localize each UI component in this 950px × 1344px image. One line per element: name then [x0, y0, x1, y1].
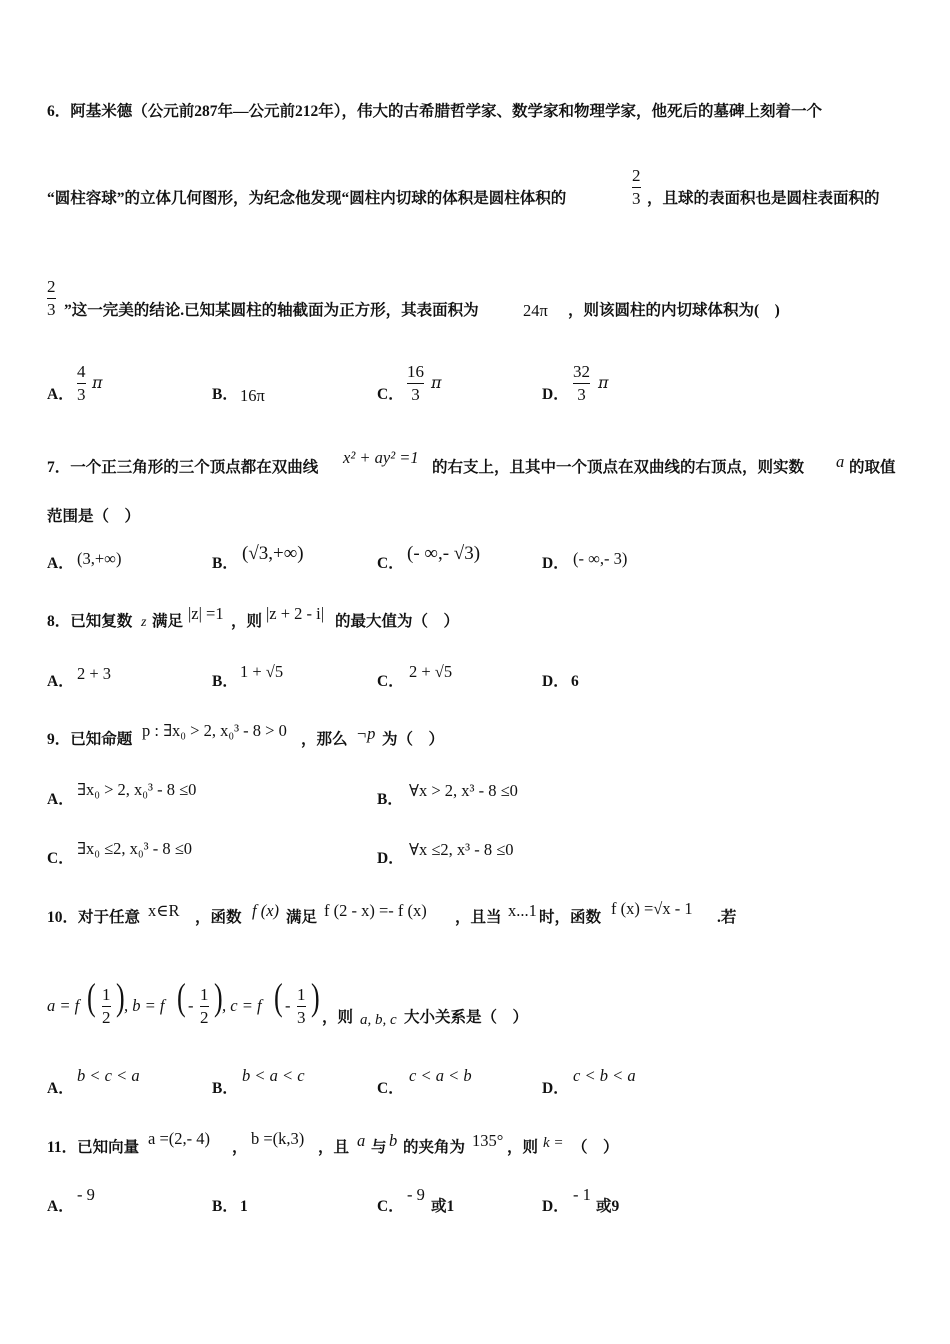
q11-option-a-value: - 9: [77, 1185, 95, 1204]
q11-sep: ，: [232, 1139, 248, 1156]
q10-a-fraction: [102, 985, 111, 1028]
q10-b-minus: -: [188, 996, 194, 1015]
q11-option-d-suffix: 或9: [596, 1198, 620, 1215]
q10-b-den: 2: [200, 1008, 209, 1027]
q10-option-b-value: b < a < c: [242, 1066, 305, 1085]
q6-option-a-bar: [77, 383, 86, 384]
q8-option-d-value: 6: [571, 673, 579, 690]
q10-b-fraction: [200, 985, 209, 1028]
q7-option-d-value: (- ∞,- 3): [573, 549, 628, 568]
q6-text-line2a: “圆柱容球”的立体几何图形，为纪念他发现“圆柱内切球的体积是圆柱体积的: [47, 190, 567, 207]
q11-text-with: 与: [371, 1139, 387, 1156]
q9-option-c-label: C．: [47, 850, 74, 867]
q8-option-c-label: C．: [377, 673, 404, 690]
q10-option-c-value: c < a < b: [409, 1066, 472, 1085]
q7-option-d-label: D．: [542, 555, 569, 572]
q10-c-right-paren: ): [311, 976, 320, 1019]
q11-option-d-value: - 1: [573, 1185, 591, 1204]
q9-option-d-label: D．: [377, 850, 404, 867]
q7-option-b-label: B．: [212, 555, 238, 572]
q8-option-a-label: A．: [47, 673, 74, 690]
q6-option-c-bar: [407, 383, 424, 384]
q10-b-left-paren: (: [177, 976, 186, 1019]
q6-option-d-den: 3: [577, 385, 586, 404]
q6-option-a-pi: π: [92, 373, 103, 392]
q11-option-c-value: - 9: [407, 1185, 425, 1204]
q6-frac2-num: 2: [47, 277, 56, 296]
q10-b-def: , b = f: [124, 996, 165, 1015]
q7-option-a-value: (3,+∞): [77, 549, 122, 568]
q6-surface-area: 24π: [523, 301, 548, 320]
q8-text-line1b: 满足: [152, 613, 184, 630]
q10-c-left-paren: (: [274, 976, 283, 1019]
q11-vector-a: a =(2,- 4): [148, 1129, 210, 1148]
q9-text-line1c: 为（ ）: [382, 731, 445, 748]
q10-b-num: 1: [200, 985, 209, 1004]
q6-option-c-den: 3: [411, 385, 420, 404]
q6-option-b-value: 16π: [240, 386, 265, 405]
q8-option-c-value: 2 + √5: [409, 662, 453, 681]
q10-a-def: a = f: [47, 996, 80, 1015]
q8-expression: |z + 2 - i|: [266, 604, 325, 623]
q6-option-d-bar: [573, 383, 590, 384]
q6-option-a-label: A．: [47, 386, 74, 403]
q6-option-d-num: 32: [573, 362, 590, 381]
q6-option-c-pi: π: [431, 373, 442, 392]
q10-x-in-r: x∈R: [148, 901, 180, 920]
q8-text-line1c: ，则: [231, 613, 263, 630]
q10-a-bar: [102, 1006, 111, 1007]
q8-condition: |z| =1: [188, 604, 224, 623]
q10-option-d-value: c < b < a: [573, 1066, 636, 1085]
q8-option-b-label: B．: [212, 673, 238, 690]
q10-c-def: , c = f: [222, 996, 262, 1015]
q10-option-a-label: A．: [47, 1080, 74, 1097]
q7-var-a: a: [836, 452, 845, 471]
q11-text-line1a: 11．已知向量: [47, 1139, 140, 1156]
q10-a-num: 1: [102, 985, 111, 1004]
q10-c-bar: [297, 1006, 306, 1007]
q9-option-b-label: B．: [377, 791, 403, 808]
q9-option-c-value: ∃x₀ ≤2, x₀³ - 8 ≤0: [77, 839, 193, 858]
q10-text-line2b: 大小关系是（ ）: [404, 1009, 529, 1026]
q10-c-minus: -: [285, 996, 291, 1015]
q9-option-a-label: A．: [47, 791, 74, 808]
q10-text-line1b: ，函数: [195, 909, 242, 926]
q10-functional-equation: f (2 - x) =- f (x): [324, 901, 427, 920]
q6-frac-den: 3: [632, 189, 641, 208]
q10-option-c-label: C．: [377, 1080, 404, 1097]
q9-text-line1a: 9．已知命题: [47, 731, 133, 748]
q10-b-right-paren: ): [214, 976, 223, 1019]
q10-c-den: 3: [297, 1008, 306, 1027]
q6-option-c-num: 16: [407, 362, 424, 381]
q11-option-c-suffix: 或1: [431, 1198, 455, 1215]
q10-text-line1c: 满足: [286, 909, 318, 926]
q10-a-right-paren: ): [116, 976, 125, 1019]
q10-abc: a, b, c: [360, 1012, 397, 1028]
q7-text-line1b: 的右支上，且其中一个顶点在双曲线的右顶点，则实数: [432, 459, 805, 476]
q9-proposition: p : ∃x₀ > 2, x₀³ - 8 > 0: [142, 721, 287, 740]
q11-option-c-label: C．: [377, 1198, 404, 1215]
q6-frac-bar: [632, 187, 641, 188]
q11-vector-b: b =(k,3): [251, 1129, 305, 1148]
q11-option-d-label: D．: [542, 1198, 569, 1215]
q10-condition: x...1: [508, 901, 537, 920]
q11-text-line1e: （ ）: [572, 1139, 619, 1156]
q6-option-d-pi: π: [598, 373, 609, 392]
q7-option-c-value: (- ∞,- √3): [407, 543, 481, 564]
q6-frac-num: 2: [632, 166, 641, 185]
q6-option-d-label: D．: [542, 386, 569, 403]
q10-option-a-value: b < c < a: [77, 1066, 140, 1085]
q8-text-line1d: 的最大值为（ ）: [335, 613, 460, 630]
q7-option-a-label: A．: [47, 555, 74, 572]
q7-option-b-value: (√3,+∞): [242, 543, 304, 564]
q10-c-fraction: [297, 985, 306, 1028]
q6-option-d-fraction: [573, 362, 590, 405]
q11-angle: 135°: [472, 1131, 504, 1150]
q11-text-line1d: ，则: [507, 1139, 539, 1156]
q10-b-bar: [200, 1006, 209, 1007]
q6-option-b-label: B．: [212, 386, 238, 403]
q6-text-line2b: ，且球的表面积也是圆柱表面积的: [647, 190, 880, 207]
q6-text-line1: 6．阿基米德（公元前287年—公元前212年），伟大的古希腊哲学家、数学家和物理学家，他死后的墓碑上刻着一个: [47, 103, 823, 120]
q6-option-a-fraction: [77, 362, 86, 405]
q8-option-d-label: D．: [542, 673, 569, 690]
q6-frac2-bar: [47, 298, 56, 299]
q10-function-definition: f (x) =√x - 1: [611, 899, 693, 918]
q10-option-d-label: D．: [542, 1080, 569, 1097]
q10-text-line1d: ，且当: [455, 909, 502, 926]
q6-frac2-den: 3: [47, 300, 56, 319]
q7-text-line2: 范围是（ ）: [47, 508, 141, 525]
q11-option-a-label: A．: [47, 1198, 74, 1215]
q8-var-z: z: [141, 615, 147, 630]
q7-hyperbola-equation: x² + ay² =1: [343, 448, 419, 467]
q10-option-b-label: B．: [212, 1080, 238, 1097]
q7-text-line1c: 的取值: [849, 459, 896, 476]
q10-c-num: 1: [297, 985, 306, 1004]
q10-fx: f (x): [252, 901, 280, 920]
q6-option-a-num: 4: [77, 362, 86, 381]
q6-option-c-fraction: [407, 362, 424, 405]
q9-neg-p: ¬p: [356, 724, 376, 743]
q11-var-a: a: [357, 1131, 366, 1150]
q6-option-a-den: 3: [77, 385, 86, 404]
q10-text-line1e: 时，函数: [539, 909, 602, 926]
q8-option-a-value: 2 + 3: [77, 664, 112, 683]
q9-option-d-value: ∀x ≤2, x³ - 8 ≤0: [409, 840, 514, 859]
q8-text-line1a: 8．已知复数: [47, 613, 133, 630]
q11-k: k =: [543, 1135, 564, 1151]
q10-text-line1f: .若: [717, 909, 737, 926]
q11-option-b-label: B．: [212, 1198, 238, 1215]
q8-option-b-value: 1 + √5: [240, 662, 284, 681]
q7-text-line1a: 7．一个正三角形的三个顶点都在双曲线: [47, 459, 319, 476]
q7-option-c-label: C．: [377, 555, 404, 572]
q9-text-line1b: ，那么: [301, 731, 348, 748]
q11-text-line1c: 的夹角为: [403, 1139, 466, 1156]
q6-text-line3b: ，则该圆柱的内切球体积为( ): [568, 302, 780, 319]
q6-fraction-2-3-b: [47, 277, 56, 320]
q9-option-b-value: ∀x > 2, x³ - 8 ≤0: [409, 781, 518, 800]
q11-var-b: b: [389, 1131, 398, 1150]
q6-text-line3a: ”这一完美的结论.已知某圆柱的轴截面为正方形，其表面积为: [64, 302, 479, 319]
q10-a-den: 2: [102, 1008, 111, 1027]
q11-option-b-value: 1: [240, 1198, 248, 1215]
q9-option-a-value: ∃x₀ > 2, x₀³ - 8 ≤0: [77, 780, 197, 799]
q11-text-line1b: ，且: [318, 1139, 350, 1156]
q6-option-c-label: C．: [377, 386, 404, 403]
q10-a-left-paren: (: [87, 976, 96, 1019]
q6-fraction-2-3: [632, 166, 641, 209]
q10-text-line1a: 10．对于任意: [47, 909, 141, 926]
q10-text-line2a: ，则: [322, 1009, 354, 1026]
